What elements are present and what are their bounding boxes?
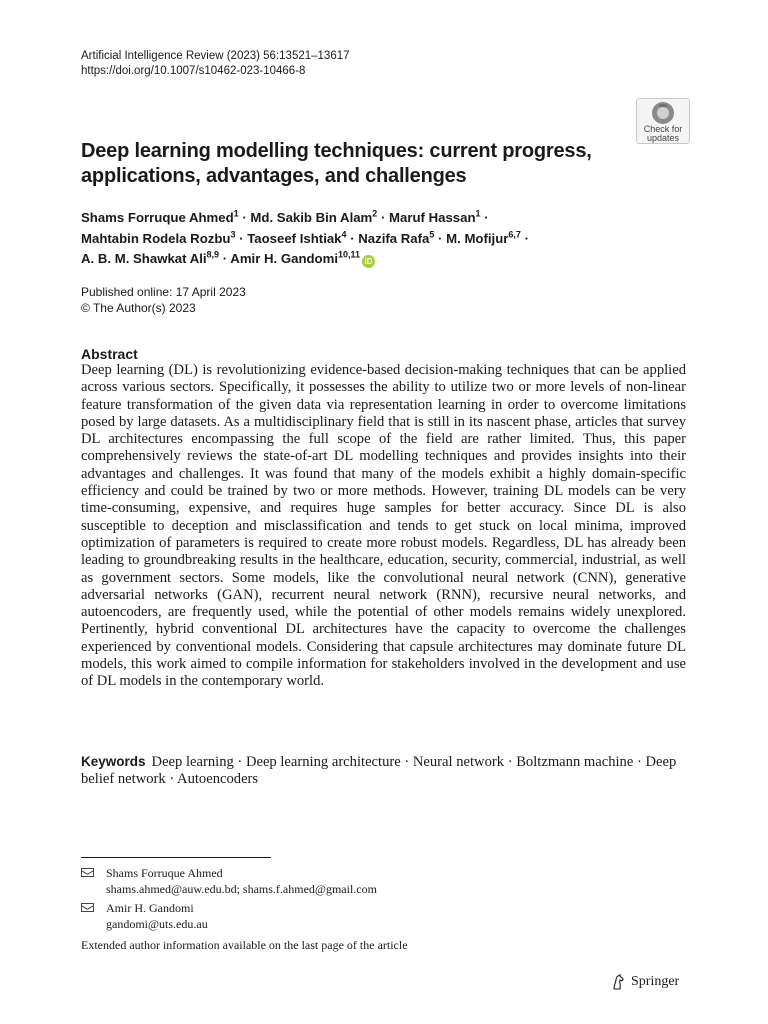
check-for-updates-line1: Check for — [643, 124, 683, 134]
title-line-1: Deep learning modelling techniques: current progress, — [81, 140, 592, 162]
author-affiliation: 3 — [230, 229, 236, 240]
check-for-updates-button[interactable] — [636, 98, 690, 144]
author-name[interactable]: Nazifa Rafa — [358, 230, 430, 246]
copyright-notice: © The Author(s) 2023 — [81, 300, 196, 315]
keywords-label: Keywords — [81, 754, 146, 769]
keywords — [81, 753, 686, 789]
author-name[interactable]: Maruf Hassan — [389, 210, 476, 225]
keywords-text: Deep learning · Deep learning architecture · Neural network · Boltzmann machine · Deep belief network · Autoencoders — [81, 754, 677, 788]
envelope-icon — [81, 868, 94, 877]
author-affiliation: 6,7 — [508, 229, 521, 240]
correspondence-email[interactable]: shams.ahmed@auw.edu.bd; shams.f.ahmed@gmail.com — [106, 881, 377, 896]
doi-link[interactable]: https://doi.org/10.1007/s10462-023-10466-8 — [81, 65, 306, 77]
author-name[interactable]: Amir H. Gandomi — [230, 251, 339, 266]
author-name[interactable]: Md. Sakib Bin Alam — [250, 210, 373, 225]
author-name[interactable]: M. Mofijur — [446, 230, 509, 246]
author-affiliation: 1 — [475, 208, 481, 219]
author-separator: · — [238, 210, 251, 225]
abstract-text: Deep learning (DL) is revolutionizing evidence-based decision-making techniques that can be applied across various sectors. Specifically, it possesses the ability to utilize two or more levels of non-linear feature transformation of the given data via representation learning in order to overcome limitations posed by large datasets. As a multidisciplinary field that is still in its nascent phase, articles that survey DL architectures encompassing the full scope of the field are rather limited. Thus, this paper comprehensively reviews the state-of-art DL modelling techniques and provides insights into their advantages and challenges. It was found that many of the models exhibit a highly domain-specific efficiency and could be trained by two or more methods. However, training DL models can be very time-consuming, expensive, and requires huge samples for better accuracy. Since DL is also susceptible to deception and misclassification and tends to get stuck on local minima, improved optimization of parameters is required to create more robust models. Regardless, DL has already been leading to groundbreaking results in the healthcare, education, security, commercial, industrial, as well as government sectors. Some models, like the convolutional neural network (CNN), generative adversarial networks (GAN), recurrent neural network (RNN), recursive neural networks, and autoencoders, are frequently used, while the potential of other models remains widely unexplored. Pertinently, hybrid conventional DL architectures have the capacity to overcome the challenges experienced by conventional models. Considering that capsule architectures may dominate future DL models, this work aimed to compile information for stakeholders involved in the development and use of DL models in the contemporary world. — [81, 362, 686, 690]
check-for-updates-line2: updates — [646, 133, 680, 143]
published-date: Published online: 17 April 2023 — [81, 285, 246, 299]
envelope-icon — [81, 903, 94, 912]
author-affiliation: 10,11 — [338, 249, 361, 260]
journal-citation: Artificial Intelligence Review (2023) 56:13521–13617 — [81, 50, 350, 62]
abstract-heading: Abstract — [81, 346, 138, 362]
author-affiliation: 8,9 — [206, 249, 220, 260]
author-separator: · — [219, 251, 231, 266]
author-affiliation: 5 — [429, 229, 435, 240]
check-for-updates-icon — [652, 102, 674, 124]
title-line-2: applications, advantages, and challenges — [81, 165, 467, 187]
author-separator: · — [377, 210, 390, 225]
orcid-icon[interactable]: iD — [362, 255, 375, 268]
author-separator: · — [346, 230, 359, 246]
springer-logo — [611, 974, 679, 990]
author-separator: · — [434, 230, 447, 246]
publisher-name: Springer — [631, 974, 680, 989]
correspondence-name: Amir H. Gandomi — [106, 901, 194, 915]
author-affiliation: 4 — [341, 229, 347, 240]
author-name[interactable]: Taoseef Ishtiak — [247, 230, 342, 246]
journal-header — [81, 49, 350, 79]
correspondence-name: Shams Forruque Ahmed — [106, 866, 223, 880]
publication-info — [81, 285, 246, 316]
author-affiliation: 2 — [372, 208, 378, 219]
extended-author-info: Extended author information available on the last page of the article — [81, 938, 408, 952]
correspondence-item — [81, 866, 377, 897]
author-separator: · — [480, 210, 489, 225]
paper-title — [81, 139, 621, 189]
author-list — [81, 208, 681, 270]
correspondence-item — [81, 901, 208, 932]
author-name[interactable]: Shams Forruque Ahmed — [81, 210, 234, 225]
footnote-divider — [81, 857, 271, 858]
author-name[interactable]: Mahtabin Rodela Rozbu — [81, 230, 231, 246]
author-separator: · — [235, 230, 248, 246]
author-affiliation: 1 — [233, 208, 239, 219]
springer-horse-icon — [611, 974, 625, 990]
author-name[interactable]: A. B. M. Shawkat Ali — [81, 251, 207, 266]
correspondence-email[interactable]: gandomi@uts.edu.au — [106, 916, 208, 931]
author-separator: · — [520, 230, 529, 246]
